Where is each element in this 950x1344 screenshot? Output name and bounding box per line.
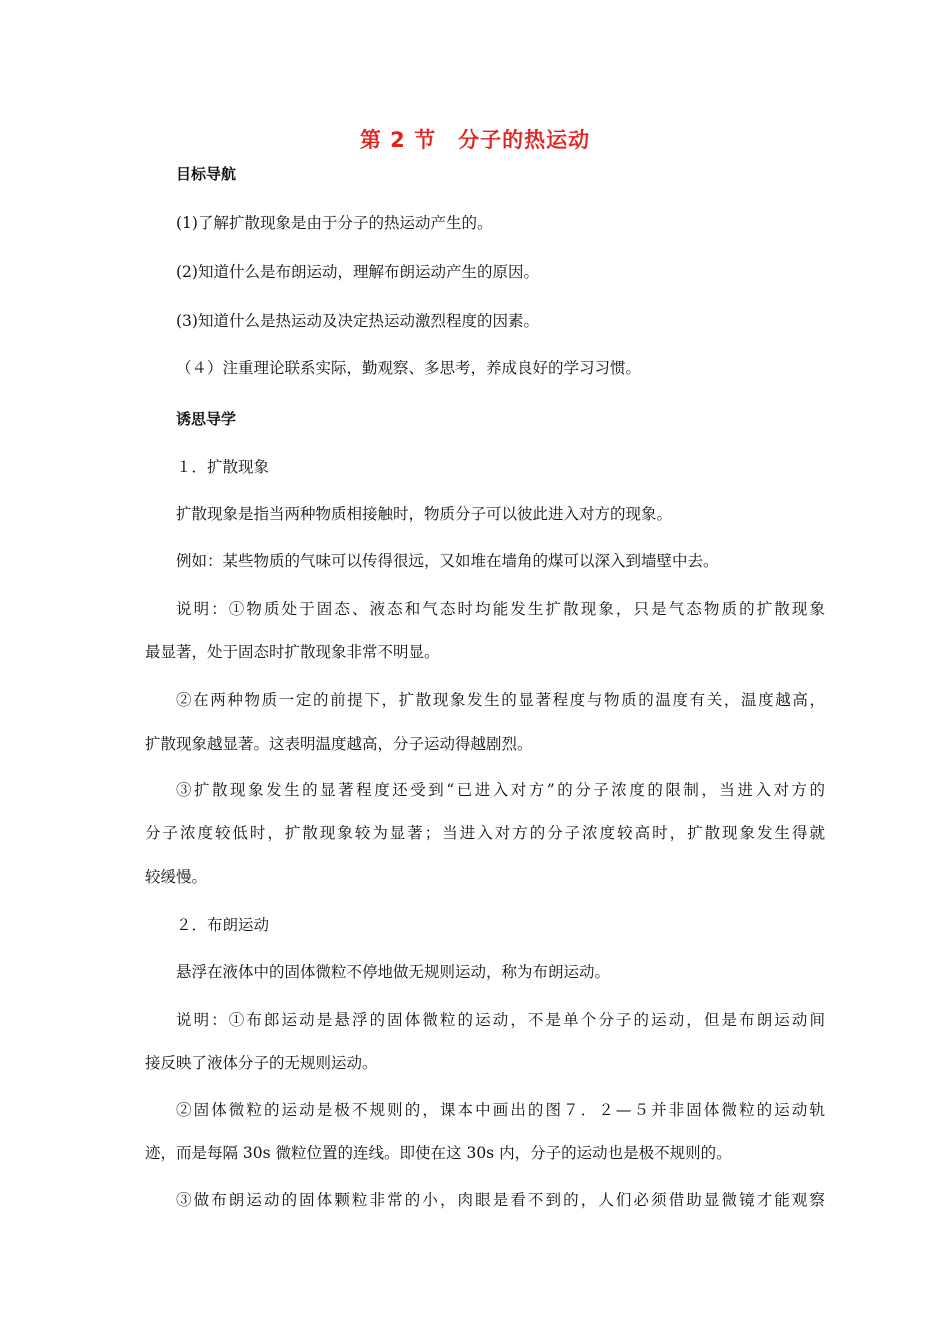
diffusion-note-2-line-2: 扩散现象越显著。这表明温度越高，分子运动得越剧烈。 [145,735,533,753]
brownian-note-3-line-1: ③做布朗运动的固体颗粒非常的小，肉眼是看不到的，人们必须借助显微镜才能观察 [176,1191,825,1209]
brownian-note-2-line-1: ②固体微粒的运动是极不规则的，课本中画出的图７．２—５并非固体微粒的运动轨 [176,1101,825,1119]
brownian-definition: 悬浮在液体中的固体微粒不停地做无规则运动，称为布朗运动。 [176,963,611,981]
diffusion-note-2-line-1: ②在两种物质一定的前提下，扩散现象发生的显著程度与物质的温度有关，温度越高， [176,691,825,709]
brownian-note-2-line-2: 迹，而是每隔 30s 微粒位置的连线。即使在这 30s 内，分子的运动也是极不规则的。 [145,1144,732,1162]
diffusion-definition: 扩散现象是指当两种物质相接触时，物质分子可以彼此进入对方的现象。 [176,505,673,523]
subheading-brownian: ２．布朗运动 [176,916,270,934]
goal-item-3: (3)知道什么是热运动及决定热运动激烈程度的因素。 [176,312,539,330]
diffusion-example: 例如：某些物质的气味可以传得很远，又如堆在墙角的煤可以深入到墙壁中去。 [176,552,719,570]
goal-item-4: （４）注重理论联系实际，勤观察、多思考，养成良好的学习习惯。 [176,359,642,377]
diffusion-note-3-line-1: ③扩散现象发生的显著程度还受到“已进入对方”的分子浓度的限制，当进入对方的 [176,781,825,799]
section-heading-goals: 目标导航 [176,165,237,183]
diffusion-note-3-line-2: 分子浓度较低时，扩散现象较为显著；当进入对方的分子浓度较高时，扩散现象发生得就 [145,824,825,842]
page-title: 第 2 节 分子的热运动 [359,128,591,152]
subheading-diffusion: １．扩散现象 [176,458,270,476]
brownian-note-1-line-2: 接反映了液体分子的无规则运动。 [145,1054,378,1072]
diffusion-note-1-line-2: 最显著，处于固态时扩散现象非常不明显。 [145,643,440,661]
diffusion-note-1-line-1: 说明：①物质处于固态、液态和气态时均能发生扩散现象，只是气态物质的扩散现象 [176,600,825,618]
brownian-note-1-line-1: 说明：①布郎运动是悬浮的固体微粒的运动，不是单个分子的运动，但是布朗运动间 [176,1011,825,1029]
section-heading-guide: 诱思导学 [176,410,237,428]
goal-item-1: (1)了解扩散现象是由于分子的热运动产生的。 [176,214,493,232]
diffusion-note-3-line-3: 较缓慢。 [145,868,208,886]
goal-item-2: (2)知道什么是布朗运动，理解布朗运动产生的原因。 [176,263,539,281]
